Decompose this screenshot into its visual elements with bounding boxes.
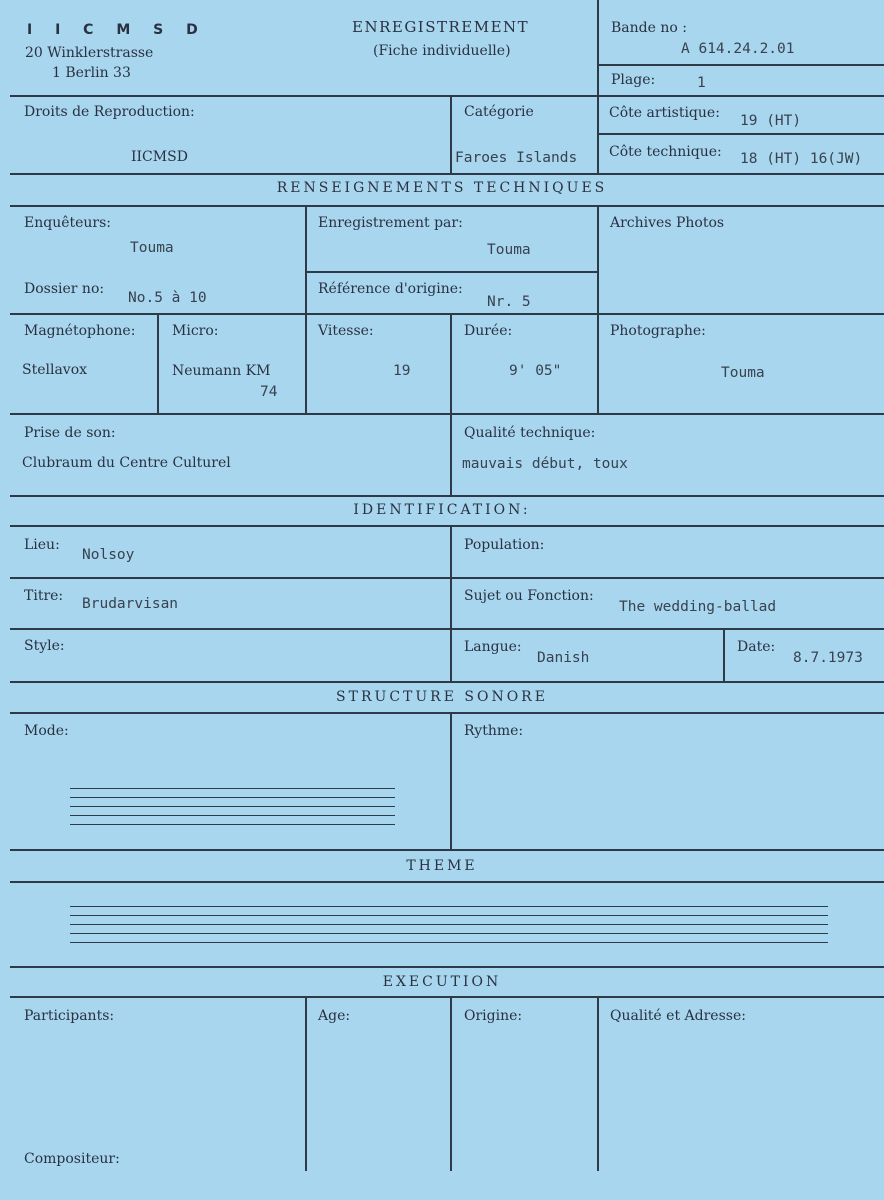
qualite-adresse-label: Qualité et Adresse: [610,1008,746,1024]
sujet-label: Sujet ou Fonction: [464,588,594,604]
plage-value: 1 [697,75,706,91]
rule [597,996,599,1171]
rule [157,313,159,413]
theme-staff-line [70,942,828,943]
rule [10,313,884,315]
bande-value: A 614.24.2.01 [681,41,795,57]
mode-staff-line [70,815,395,816]
vitesse-label: Vitesse: [318,323,374,339]
rule [450,313,452,495]
photographe-label: Photographe: [610,323,706,339]
lieu-value: Nolsoy [82,547,135,563]
dossier-label: Dossier no: [24,281,105,297]
section-theme: THEME [406,858,478,874]
dossier-value: No.5 à 10 [128,290,207,306]
rule [10,173,884,175]
prise-de-son-value: Clubraum du Centre Culturel [22,455,231,471]
mode-staff-line [70,797,395,798]
rule [10,495,884,497]
rule [305,271,597,273]
langue-value: Danish [537,650,590,666]
qualite-technique-label: Qualité technique: [464,425,596,441]
section-identification: IDENTIFICATION: [353,502,531,518]
magnetophone-value: Stellavox [22,362,88,378]
cote-artistique-label: Côte artistique: [609,105,720,121]
categorie-value: Faroes Islands [455,150,578,166]
rule [305,996,307,1171]
micro-value-line1: Neumann KM [172,363,271,379]
style-label: Style: [24,638,65,654]
cote-technique-value: 18 (HT) 16(JW) [740,151,863,167]
mode-label: Mode: [24,723,69,739]
rule [10,712,884,714]
rule [10,577,884,579]
mode-staff-line [70,788,395,789]
rule [10,205,884,207]
section-execution: EXECUTION [382,974,502,990]
theme-staff-line [70,906,828,907]
mode-staff-line [70,806,395,807]
rule [450,712,452,849]
droits-value: IICMSD [131,149,188,165]
duree-value: 9' 05" [509,363,562,379]
compositeur-label: Compositeur: [24,1151,120,1167]
mode-staff-line [70,824,395,825]
archives-photos-label: Archives Photos [610,215,725,231]
langue-label: Langue: [464,639,522,655]
theme-staff-line [70,933,828,934]
qualite-technique-value: mauvais début, toux [462,456,628,472]
rule [597,64,884,66]
enregistrement-par-value: Touma [487,242,531,258]
rule [10,95,884,97]
micro-value-line2: 74 [260,384,278,400]
lieu-label: Lieu: [24,537,60,553]
age-label: Age: [318,1008,351,1024]
rule [305,205,307,413]
population-label: Population: [464,537,545,553]
bande-label: Bande no : [611,20,687,36]
rule [597,133,884,135]
date-value: 8.7.1973 [793,650,863,666]
section-structure: STRUCTURE SONORE [336,689,548,705]
institute-logo: I I C M S D [27,22,207,38]
institute-street: 20 Winklerstrasse [25,45,154,61]
rule [10,681,884,683]
sujet-value: The wedding-ballad [619,599,777,615]
rythme-label: Rythme: [464,723,524,739]
date-label: Date: [737,639,776,655]
rule [450,525,452,681]
rule [10,966,884,968]
reference-label: Référence d'origine: [318,281,463,297]
section-technical: RENSEIGNEMENTS TECHNIQUES [276,180,608,196]
rule [723,628,725,681]
rule [10,525,884,527]
rule [450,95,452,173]
enregistrement-par-label: Enregistrement par: [318,215,463,231]
enqueteurs-value: Touma [130,240,174,256]
theme-staff-line [70,924,828,925]
duree-label: Durée: [464,323,513,339]
rule [10,996,884,998]
vitesse-value: 19 [393,363,411,379]
rule [597,205,599,413]
plage-label: Plage: [611,72,656,88]
origine-label: Origine: [464,1008,523,1024]
card-subtitle: (Fiche individuelle) [373,43,511,59]
droits-label: Droits de Reproduction: [24,104,195,120]
micro-label: Micro: [172,323,219,339]
cote-artistique-value: 19 (HT) [740,113,802,129]
titre-label: Titre: [24,588,64,604]
cote-technique-label: Côte technique: [609,144,722,160]
enqueteurs-label: Enquêteurs: [24,215,112,231]
card-title: ENREGISTREMENT [352,18,530,36]
photographe-value: Touma [721,365,765,381]
rule [450,996,452,1171]
categorie-label: Catégorie [464,104,534,120]
rule [10,628,884,630]
rule [10,413,884,415]
rule [10,881,884,883]
reference-value: Nr. 5 [487,294,531,310]
titre-value: Brudarvisan [82,596,179,612]
theme-staff-line [70,915,828,916]
institute-city: 1 Berlin 33 [52,65,131,81]
prise-de-son-label: Prise de son: [24,425,116,441]
rule [597,0,599,173]
participants-label: Participants: [24,1008,115,1024]
magnetophone-label: Magnétophone: [24,323,136,339]
rule [10,849,884,851]
